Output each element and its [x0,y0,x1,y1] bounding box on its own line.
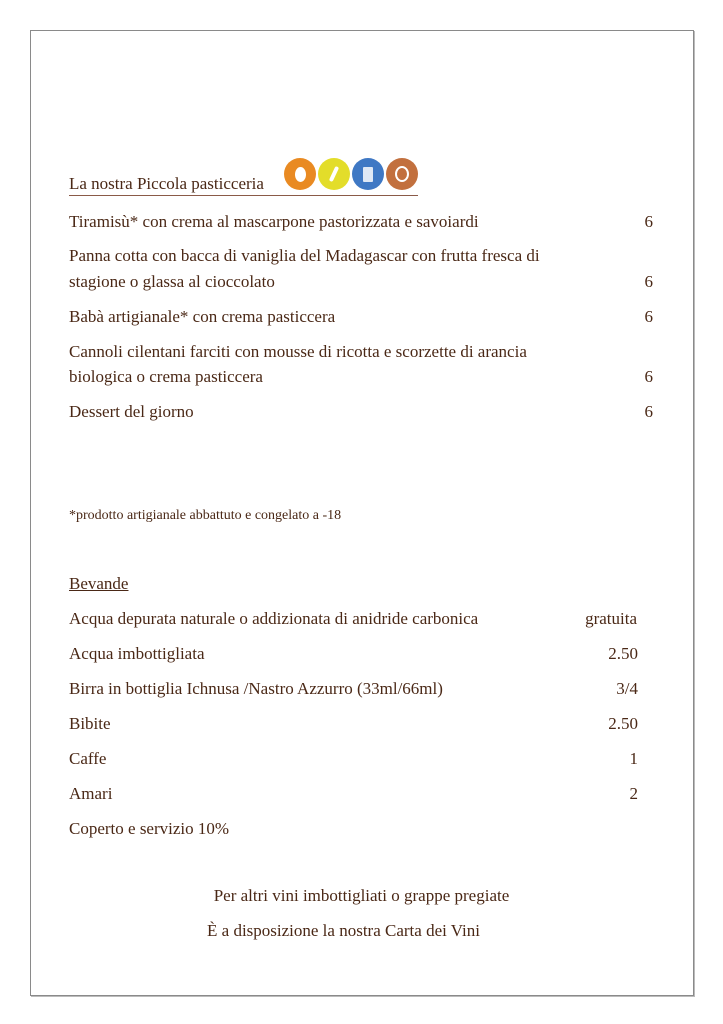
drink-name: Amari [69,784,113,803]
dessert-price: 6 [644,307,653,326]
section-title-dolci: La nostra Piccola pasticceria [69,173,418,196]
drink-name: Bibite [69,714,111,733]
dessert-name-cont: stagione o glassa al cioccolato [69,272,275,291]
footer-line-1: Per altri vini imbottigliati o grappe pregiate [213,886,510,905]
wheat-icon [318,158,350,190]
footer-line-2: È a disposizione la nostra Carta dei Vini [207,921,480,940]
dessert-price: 6 [644,272,653,291]
dessert-name: Panna cotta con bacca di vaniglia del Madagascar con frutta fresca di [69,246,540,265]
drink-price: 1 [629,749,638,768]
drink-price: gratuita [585,609,637,628]
drink-name: Birra in bottiglia Ichnusa /Nastro Azzurro (33ml/66ml) [69,679,443,698]
drink-price: 2.50 [608,714,638,733]
dessert-name: Cannoli cilentani farciti con mousse di ricotta e scorzette di arancia [69,342,527,361]
section-title-bevande: Bevande [69,574,129,593]
drink-name: Caffe [69,749,107,768]
dessert-price: 6 [644,402,653,421]
nut-icon [386,158,418,190]
dessert-price: 6 [644,367,653,386]
allergen-icons [284,158,418,190]
drink-name: Acqua depurata naturale o addizionata di anidride carbonica [69,609,479,628]
dessert-price: 6 [644,212,653,231]
coperto-note: Coperto e servizio 10% [69,819,230,838]
footnote: *prodotto artigianale abbattuto e congelato a -18 [69,508,342,523]
dessert-name-cont: biologica o crema pasticcera [69,367,263,386]
milk-icon [352,158,384,190]
egg-icon [284,158,316,190]
drink-price: 2 [629,784,638,803]
dessert-name: Babà artigianale* con crema pasticcera [69,307,336,326]
dessert-name: Dessert del giorno [69,402,194,421]
drink-name: Acqua imbottigliata [69,644,205,663]
dessert-name: Tiramisù* con crema al mascarpone pastorizzata e savoiardi [69,212,479,231]
drink-price: 3/4 [616,679,638,698]
drink-price: 2.50 [608,644,638,663]
